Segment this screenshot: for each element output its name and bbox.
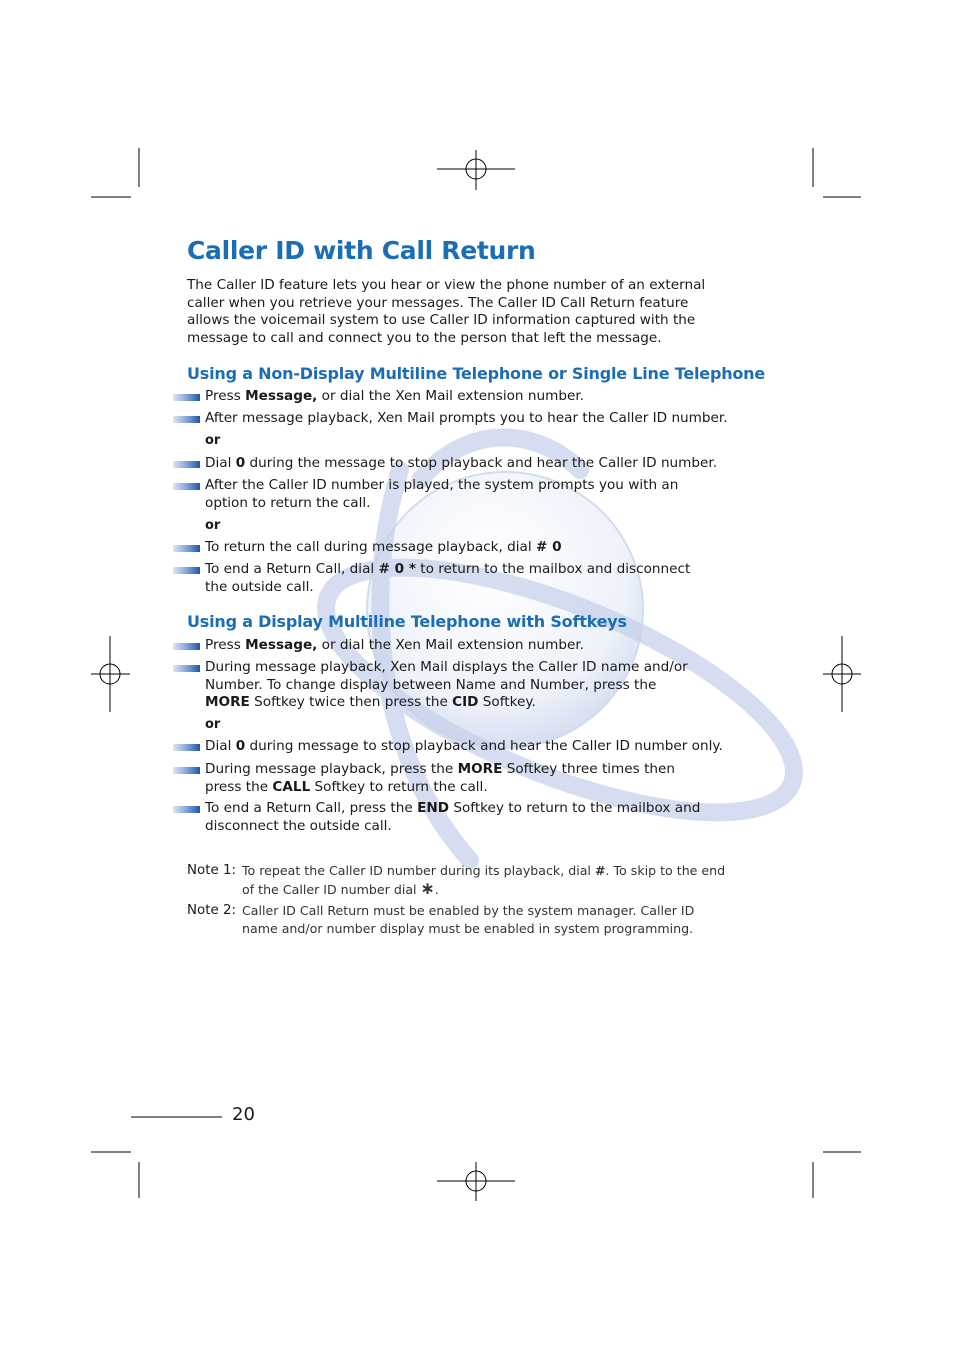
bullet-icon (173, 483, 200, 490)
list-item: During message playback, press the MORE Softkey three times then press the CALL Softkey to return the call. (205, 761, 705, 796)
section2-heading: Using a Display Multiline Telephone with Softkeys (187, 612, 627, 631)
bullet-icon (173, 545, 200, 552)
list-item: During message playback, Xen Mail displays the Caller ID name and/or Number. To change display between Name and Number, press the MORE Softkey twice then press the CID Softkey. (205, 659, 705, 712)
list-item: After message playback, Xen Mail prompts you to hear the Caller ID number. (205, 410, 735, 428)
bullet-icon (173, 744, 200, 751)
page-number: 20 (232, 1104, 255, 1125)
bullet-icon (173, 665, 200, 672)
bullet-icon (173, 643, 200, 650)
section1-heading: Using a Non-Display Multiline Telephone or Single Line Telephone (187, 364, 766, 383)
note-label: Note 2: (187, 903, 236, 918)
list-item: To return the call during message playback, dial # 0 (205, 539, 735, 557)
or-label: or (205, 717, 221, 732)
note-label: Note 1: (187, 863, 236, 878)
or-label: or (205, 518, 221, 533)
list-item: Dial 0 during message to stop playback and hear the Caller ID number only. (205, 738, 735, 756)
note-text: Caller ID Call Return must be enabled by the system manager. Caller ID name and/or number display must be enabled in system programming. (242, 903, 695, 936)
bullet-icon (173, 461, 200, 468)
or-label: or (205, 433, 221, 448)
list-item: To end a Return Call, dial # 0 * to return to the mailbox and disconnect the outside call. (205, 561, 710, 596)
asterisk-icon: ∗ (420, 879, 435, 899)
list-item: Dial 0 during the message to stop playback and hear the Caller ID number. (205, 455, 735, 473)
bullet-icon (173, 567, 200, 574)
bullet-icon (173, 806, 200, 813)
list-item: Press Message, or dial the Xen Mail extension number. (205, 637, 735, 655)
list-item: To end a Return Call, press the END Softkey to return to the mailbox and disconnect the outside call. (205, 800, 705, 835)
page-title: Caller ID with Call Return (187, 236, 536, 265)
bullet-icon (173, 416, 200, 423)
bullet-icon (173, 394, 200, 401)
list-item: Press Message, or dial the Xen Mail extension number. (205, 388, 735, 406)
note-text: To repeat the Caller ID number during its playback, dial #. To skip to the end of the Caller ID number dial ∗. (242, 863, 726, 899)
bullet-icon (173, 767, 200, 774)
list-item: After the Caller ID number is played, the system prompts you with an option to return the call. (205, 477, 725, 512)
intro-paragraph: The Caller ID feature lets you hear or view the phone number of an external caller when you retrieve your messages. The Caller ID Call Return feature allows the voicemail system to use Caller ID information captured with the message to call and connect you to the person that left the message. (187, 277, 706, 347)
